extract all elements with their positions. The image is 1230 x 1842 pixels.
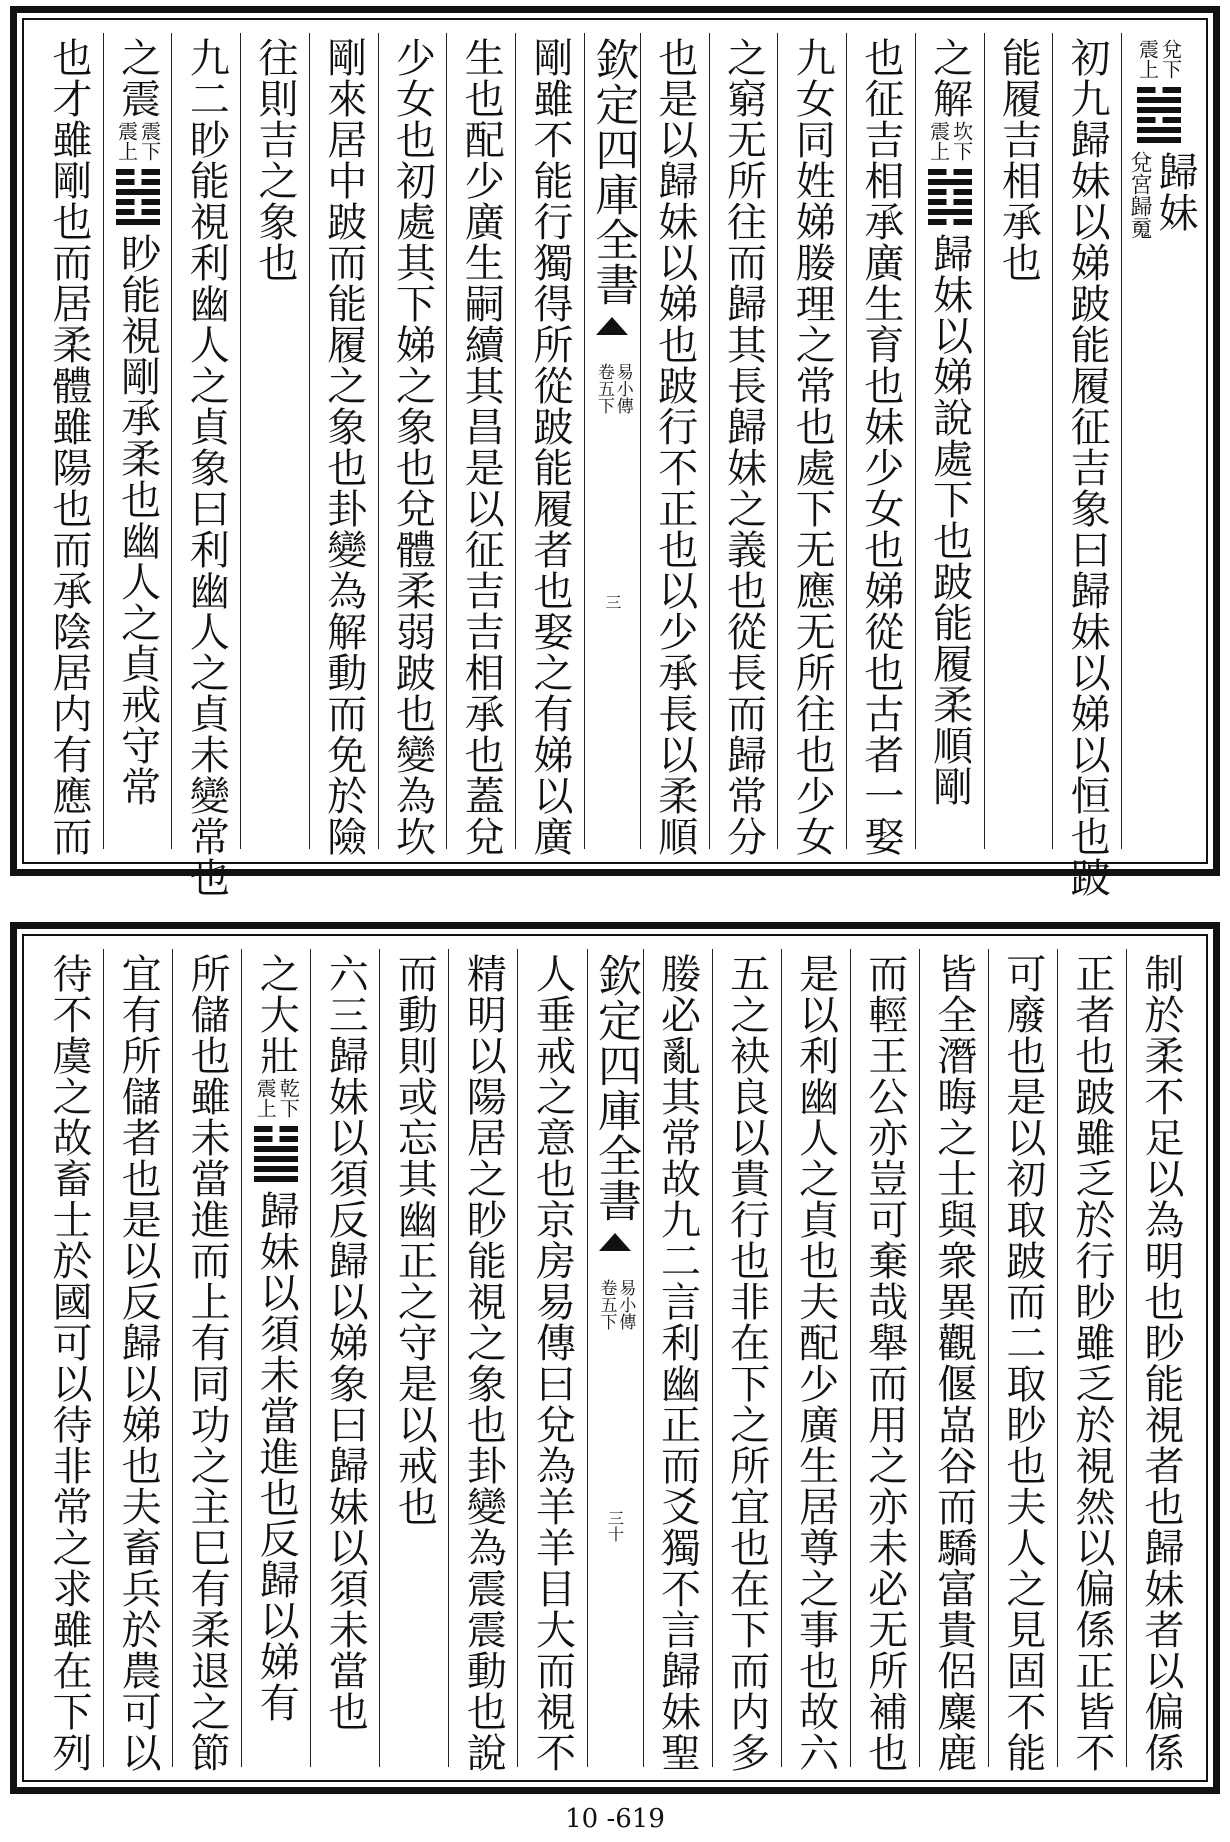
volume-label: 卷五下 <box>593 363 614 414</box>
trigram-labels <box>1137 39 1181 79</box>
column-text: 制於柔不足以為明也眇能視者也歸妹者以偏係 <box>1137 953 1184 1773</box>
fishtail-mark-icon <box>592 313 632 341</box>
center-fold <box>587 949 643 1767</box>
text-column <box>103 949 172 1773</box>
hexagram-heading <box>1122 37 1198 849</box>
column-text: 九女同姓娣媵理之常也處下无應无所往也少女 <box>789 37 836 857</box>
text-column <box>984 33 1053 849</box>
text-column <box>240 33 309 849</box>
text-column <box>172 949 241 1773</box>
column-text: 眇能視剛承柔也幽人之貞戒守常 <box>114 233 161 807</box>
column-text: 之窮无所往而歸其長歸妹之義也從長而歸常分 <box>720 37 767 857</box>
book-title: 欽定四庫全書 <box>587 37 639 307</box>
column-prefix: 之解 <box>926 37 973 119</box>
upper-trigram-label: 坎下 <box>949 121 974 161</box>
column-text: 初九歸妹以娣跛能履征吉象曰歸妹以娣以恒也跛 <box>1064 37 1111 898</box>
column-text: 宜有所儲者也是以反歸以娣也夫畜兵於農可以 <box>115 953 162 1773</box>
text-column <box>379 949 448 1767</box>
text-column <box>1057 949 1126 1773</box>
text-column <box>446 33 515 857</box>
text-column <box>309 33 378 857</box>
folio-number: 三十 <box>605 1510 625 1542</box>
column-text: 可廢也是以初取跛而二取眇也夫人之見固不能 <box>999 953 1046 1773</box>
book-name: 易小傳 <box>612 363 633 414</box>
line-heading <box>253 953 301 1767</box>
text-column <box>640 33 709 857</box>
column-text: 待不虞之故畜士於國可以待非常之求雖在下列 <box>46 953 93 1773</box>
column-text: 人垂戒之意也京房易傳曰兌為羊羊目大而視不 <box>529 953 576 1773</box>
text-column-with-trigram <box>241 949 310 1767</box>
text-column <box>378 33 447 857</box>
column-prefix: 之震 <box>114 37 161 119</box>
book-name: 易小傳 <box>615 1279 636 1330</box>
hexagram-symbol <box>1137 87 1181 143</box>
column-text: 也才雖剛也而居柔體雖陽也而承陰居内有應而 <box>45 37 92 857</box>
trigram-labels <box>253 1078 301 1118</box>
column-text: 正者也跛雖乏於行眇雖乏於視然以偏係正皆不 <box>1068 953 1115 1773</box>
line-heading <box>928 37 972 849</box>
column-text: 是以利幽人之貞也夫配少廣生居尊之事也故六 <box>792 953 839 1773</box>
column-text: 精明以陽居之眇能視之象也卦變為震震動也說 <box>460 953 507 1773</box>
column-text: 歸妹以娣說處下也跛能履柔順剛 <box>926 233 973 807</box>
text-column <box>35 949 103 1773</box>
folio-number: 三 <box>602 594 622 610</box>
text-column <box>850 949 919 1773</box>
text-column <box>846 33 915 857</box>
trigram-labels <box>116 121 160 161</box>
page-footer-number: 10 -619 <box>565 1804 665 1834</box>
text-column <box>777 33 846 857</box>
text-column <box>517 949 586 1773</box>
top-col-hexagram-title <box>1121 33 1198 849</box>
text-column <box>781 949 850 1773</box>
column-text: 少女也初處其下娣之象也兌體柔弱跛也變為坎 <box>389 37 436 857</box>
text-column <box>35 33 103 857</box>
column-text: 能履吉相承也 <box>995 37 1042 283</box>
text-column <box>310 949 379 1767</box>
text-column <box>1126 949 1195 1773</box>
upper-trigram-label: 震下 <box>137 121 162 161</box>
column-text: 所儲也雖未當進而上有同功之主巳有柔退之節 <box>184 953 231 1773</box>
column-text: 剛雖不能行獨得所從跛能履者也娶之有娣以廣 <box>526 37 573 857</box>
hexagram-symbol <box>116 169 160 225</box>
volume-label: 卷五下 <box>596 1279 617 1330</box>
lower-trigram-label: 震上 <box>114 121 139 161</box>
text-column <box>448 949 517 1773</box>
column-text: 而輕王公亦豈可棄哉舉而用之亦未必无所補也 <box>861 953 908 1773</box>
hexagram-symbol <box>254 1126 298 1182</box>
lower-trigram-label: 震上 <box>1135 39 1160 79</box>
column-text: 五之袂良以貴行也非在下之所宜也在下而内多 <box>723 953 770 1773</box>
lower-trigram-label: 震上 <box>253 1078 278 1118</box>
text-column <box>919 949 988 1773</box>
column-text: 六三歸妹以須反歸以娣象曰歸妹以須未當也 <box>322 953 369 1732</box>
column-text: 歸妹以須未當進也反歸以娣有 <box>253 1190 300 1723</box>
text-column <box>988 949 1057 1773</box>
text-column <box>171 33 240 898</box>
source-label <box>597 1279 634 1330</box>
trigram-labels <box>928 121 972 161</box>
column-prefix: 之大壯 <box>253 953 300 1076</box>
text-column <box>712 949 781 1773</box>
bottom-page-panel <box>10 922 1220 1794</box>
fishtail-mark-icon <box>595 1229 635 1257</box>
column-text: 媵必亂其常故九二言利幽正而爻獨不言歸妹聖 <box>654 953 701 1773</box>
center-fold <box>584 33 640 849</box>
text-column <box>1052 33 1121 898</box>
column-text: 而動則或忘其幽正之守是以戒也 <box>391 953 438 1527</box>
text-column <box>643 949 712 1773</box>
column-text: 九二眇能視利幽人之貞象曰利幽人之貞未變常也 <box>183 37 230 898</box>
text-column <box>515 33 584 857</box>
column-text: 生也配少廣生嗣續其昌是以征吉吉相承也蓋兌 <box>458 37 505 857</box>
hexagram-palace-note: 兌宮歸䰟 <box>1127 151 1152 239</box>
column-text: 往則吉之象也 <box>252 37 299 283</box>
lower-trigram-label: 震上 <box>926 121 951 161</box>
column-text: 剛來居中跛而能履之象也卦變為解動而免於險 <box>320 37 367 857</box>
upper-trigram-label: 兌下 <box>1158 39 1183 79</box>
hexagram-symbol <box>928 169 972 225</box>
column-text: 也是以歸妹以娣也跛行不正也以少承長以柔順 <box>651 37 698 857</box>
line-heading <box>116 37 160 849</box>
upper-trigram-label: 乾下 <box>276 1078 301 1118</box>
hexagram-title: 歸妹 <box>1152 151 1198 233</box>
text-column-with-trigram <box>915 33 984 849</box>
column-text: 也征吉相承廣生育也妹少女也娣從也古者一娶 <box>857 37 904 857</box>
source-label <box>594 363 631 414</box>
column-text: 皆全潛晦之士與衆異觀偃嵓谷而驕富貴侶麋鹿 <box>930 953 977 1773</box>
book-title: 欽定四庫全書 <box>590 953 641 1223</box>
text-column-with-trigram <box>103 33 172 849</box>
top-columns <box>35 33 1198 898</box>
top-page-panel <box>10 6 1220 898</box>
bottom-columns <box>35 949 1195 1773</box>
text-column <box>709 33 778 857</box>
